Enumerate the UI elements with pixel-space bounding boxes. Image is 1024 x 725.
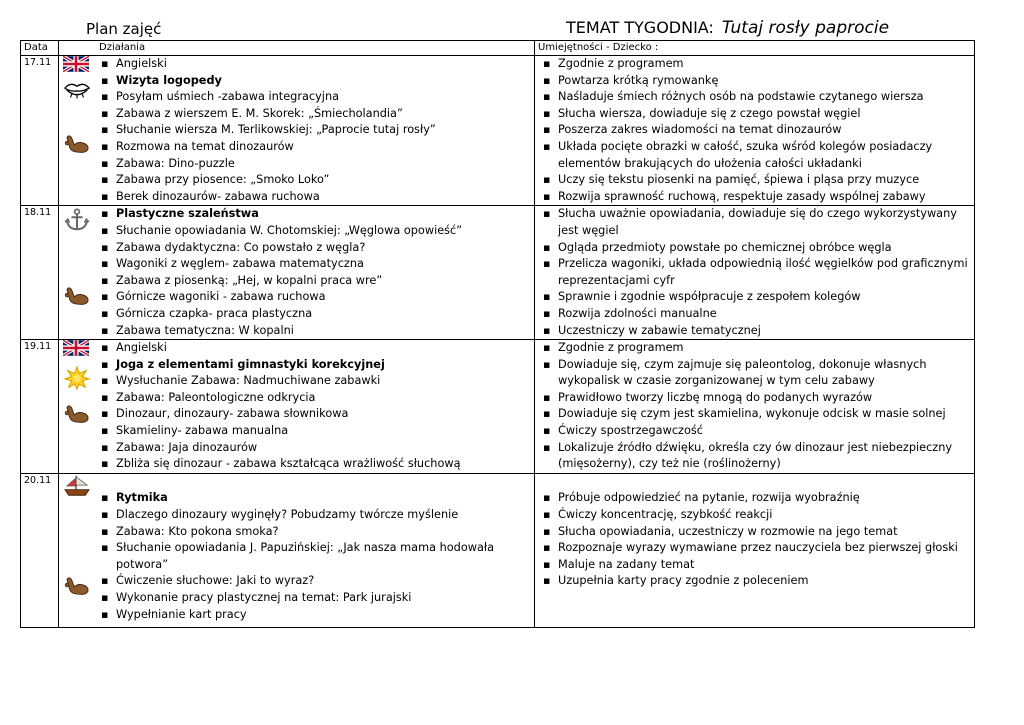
activity-item: ▪ Słuchanie opowiadania W. Chotomskiej: „Węglowa opowieść” bbox=[99, 223, 534, 240]
skill-item: ▪ Słucha opowiadania, uczestniczy w rozmowie na jego temat bbox=[541, 524, 974, 541]
skills-cell bbox=[535, 206, 975, 340]
plan-title: Plan zajęć bbox=[86, 20, 162, 38]
skills-cell bbox=[535, 340, 975, 474]
skill-item: ▪ Dowiaduje się, czym zajmuje się paleontolog, dokonuje własnych wykopalisk w czasie zorganizowanej w tym celu zabawy bbox=[541, 357, 974, 390]
activity-item: ▪ Wagoniki z węglem- zabawa matematyczna bbox=[99, 256, 534, 273]
activity-list bbox=[99, 474, 534, 623]
activity-item: ▪ Angielski bbox=[99, 56, 534, 73]
activity-item: ▪ Zabawa: Kto pokona smoka? bbox=[99, 524, 534, 541]
theme-value: Tutaj rosły paprocie bbox=[721, 18, 890, 38]
activity-item: ▪ Wizyta logopedy bbox=[99, 73, 534, 90]
skills-cell bbox=[535, 56, 975, 206]
ship-icon bbox=[63, 474, 93, 496]
table-header-row bbox=[21, 41, 975, 56]
skills-list bbox=[541, 56, 974, 205]
skill-item: ▪ Naśladuje śmiech różnych osób na podstawie czytanego wiersza bbox=[541, 89, 974, 106]
activity-item: ▪ Dlaczego dinozaury wyginęły? Pobudzamy twórcze myślenie bbox=[99, 507, 534, 524]
activity-item: ▪ Rozmowa na temat dinozaurów bbox=[99, 139, 534, 156]
row-date: 17.11 bbox=[21, 56, 59, 206]
skill-item: ▪ Słucha uważnie opowiadania, dowiaduje się do czego wykorzystywany jest węgiel bbox=[541, 206, 974, 239]
sun-icon bbox=[63, 366, 93, 388]
activity-item: ▪ Berek dinozaurów- zabawa ruchowa bbox=[99, 189, 534, 206]
anchor-icon bbox=[63, 208, 93, 230]
activity-list bbox=[99, 206, 534, 339]
schedule-table bbox=[20, 40, 975, 628]
activity-item: ▪ Zabawa z wierszem E. M. Skorek: „Śmiecholandia” bbox=[99, 106, 534, 123]
skill-item: ▪ Uczestniczy w zabawie tematycznej bbox=[541, 323, 974, 340]
skill-item: ▪ Ćwiczy koncentrację, szybkość reakcji bbox=[541, 507, 974, 524]
skill-item: ▪ Zgodnie z programem bbox=[541, 340, 974, 357]
activities-cell bbox=[59, 56, 535, 206]
activity-list bbox=[99, 340, 534, 473]
table-row bbox=[21, 473, 975, 627]
activity-item: ▪ Ćwiczenie słuchowe: Jaki to wyraz? bbox=[99, 573, 534, 590]
skill-item: ▪ Rozwija zdolności manualne bbox=[541, 306, 974, 323]
column-header-date: Data bbox=[21, 41, 59, 56]
theme-label: TEMAT TYGODNIA: bbox=[566, 18, 714, 37]
skill-item: ▪ Rozwija sprawność ruchową, respektuje zasady wspólnej zabawy bbox=[541, 189, 974, 206]
skill-item: ▪ Lokalizuje źródło dźwięku, określa czy ów dinozaur jest niebezpieczny (mięsożerny), czy też nie (roślinożerny) bbox=[541, 440, 974, 473]
hand-icon bbox=[63, 404, 93, 426]
activity-item: ▪ Górnicze wagoniki - zabawa ruchowa bbox=[99, 289, 534, 306]
skill-item: ▪ Powtarza krótką rymowankę bbox=[541, 73, 974, 90]
skill-item: ▪ Uzupełnia karty pracy zgodnie z poleceniem bbox=[541, 573, 974, 590]
activity-item: ▪ Wypełnianie kart pracy bbox=[99, 607, 534, 624]
activity-item: ▪ Słuchanie opowiadania J. Papuzińskiej: „Jak nasza mama hodowała potwora” bbox=[99, 540, 534, 573]
table-row bbox=[21, 206, 975, 340]
activity-item: ▪ Górnicza czapka- praca plastyczna bbox=[99, 306, 534, 323]
activity-item: ▪ Plastyczne szaleństwa bbox=[99, 206, 534, 223]
activity-item: ▪ Słuchanie wiersza M. Terlikowskiej: „Paprocie tutaj rosły” bbox=[99, 122, 534, 139]
skill-item: ▪ Zgodnie z programem bbox=[541, 56, 974, 73]
skill-item: ▪ Prawidłowo tworzy liczbę mnogą do podanych wyrazów bbox=[541, 390, 974, 407]
uk-flag-icon bbox=[63, 56, 93, 78]
skill-item: ▪ Dowiaduje się czym jest skamielina, wykonuje odcisk w masie solnej bbox=[541, 406, 974, 423]
skill-item: ▪ Rozpoznaje wyrazy wymawiane przez nauczyciela bez pierwszej głoski bbox=[541, 540, 974, 557]
row-date: 18.11 bbox=[21, 206, 59, 340]
table-row bbox=[21, 56, 975, 206]
hand-icon bbox=[63, 286, 93, 308]
lips-icon bbox=[63, 80, 93, 102]
activities-cell bbox=[59, 206, 535, 340]
skill-item: ▪ Uczy się tekstu piosenki na pamięć, śpiewa i pląsa przy muzyce bbox=[541, 172, 974, 189]
activity-item: ▪ Joga z elementami gimnastyki korekcyjnej bbox=[99, 357, 534, 374]
skills-list bbox=[541, 340, 974, 473]
row-date: 19.11 bbox=[21, 340, 59, 474]
activity-item: ▪ Skamieliny- zabawa manualna bbox=[99, 423, 534, 440]
skill-item: ▪ Układa pocięte obrazki w całość, szuka wśród kolegów posiadaczy elementów brakujących do ułożenia całości układanki bbox=[541, 139, 974, 172]
activity-item: ▪ Wykonanie pracy plastycznej na temat: Park jurajski bbox=[99, 590, 534, 607]
skills-list bbox=[541, 474, 974, 590]
activity-item: ▪ Zbliża się dinozaur - zabawa kształcąca wrażliwość słuchową bbox=[99, 456, 534, 473]
column-header-activities: Działania bbox=[59, 41, 535, 56]
activity-item: ▪ Angielski bbox=[99, 340, 534, 357]
activity-list bbox=[99, 56, 534, 205]
activity-item: ▪ Zabawa: Dino-puzzle bbox=[99, 156, 534, 173]
activity-item: ▪ Dinozaur, dinozaury- zabawa słownikowa bbox=[99, 406, 534, 423]
activity-item: ▪ Zabawa z piosenką: „Hej, w kopalni praca wre” bbox=[99, 273, 534, 290]
column-header-skills: Umiejętności - Dziecko : bbox=[535, 41, 975, 56]
activities-cell bbox=[59, 473, 535, 627]
hand-icon bbox=[63, 134, 93, 156]
skill-item: ▪ Maluje na zadany temat bbox=[541, 557, 974, 574]
activities-cell bbox=[59, 340, 535, 474]
skill-item: ▪ Słucha wiersza, dowiaduje się z czego powstał węgiel bbox=[541, 106, 974, 123]
activity-item: ▪ Zabawa tematyczna: W kopalni bbox=[99, 323, 534, 340]
activity-item: ▪ Posyłam uśmiech -zabawa integracyjna bbox=[99, 89, 534, 106]
skill-item: ▪ Ćwiczy spostrzegawczość bbox=[541, 423, 974, 440]
activity-item: ▪ Rytmika bbox=[99, 490, 534, 507]
row-date: 20.11 bbox=[21, 473, 59, 627]
table-row bbox=[21, 340, 975, 474]
skill-item: ▪ Przelicza wagoniki, układa odpowiednią ilość węgielków pod graficznymi reprezentacjami cyfr bbox=[541, 256, 974, 289]
skills-list bbox=[541, 206, 974, 339]
hand-icon bbox=[63, 576, 93, 598]
skill-item: ▪ Ogląda przedmioty powstałe po chemicznej obróbce węgla bbox=[541, 240, 974, 257]
skills-cell bbox=[535, 473, 975, 627]
uk-flag-icon bbox=[63, 340, 93, 362]
skill-item: ▪ Próbuje odpowiedzieć na pytanie, rozwija wyobraźnię bbox=[541, 490, 974, 507]
activity-item: ▪ Wysłuchanie Zabawa: Nadmuchiwane zabawki bbox=[99, 373, 534, 390]
activity-item: ▪ Zabawa: Jaja dinozaurów bbox=[99, 440, 534, 457]
skill-item: ▪ Sprawnie i zgodnie współpracuje z zespołem kolegów bbox=[541, 289, 974, 306]
theme-header bbox=[566, 18, 889, 38]
skill-item: ▪ Poszerza zakres wiadomości na temat dinozaurów bbox=[541, 122, 974, 139]
activity-item: ▪ Zabawa dydaktyczna: Co powstało z węgla? bbox=[99, 240, 534, 257]
activity-item: ▪ Zabawa: Paleontologiczne odkrycia bbox=[99, 390, 534, 407]
activity-item: ▪ Zabawa przy piosence: „Smoko Loko” bbox=[99, 172, 534, 189]
